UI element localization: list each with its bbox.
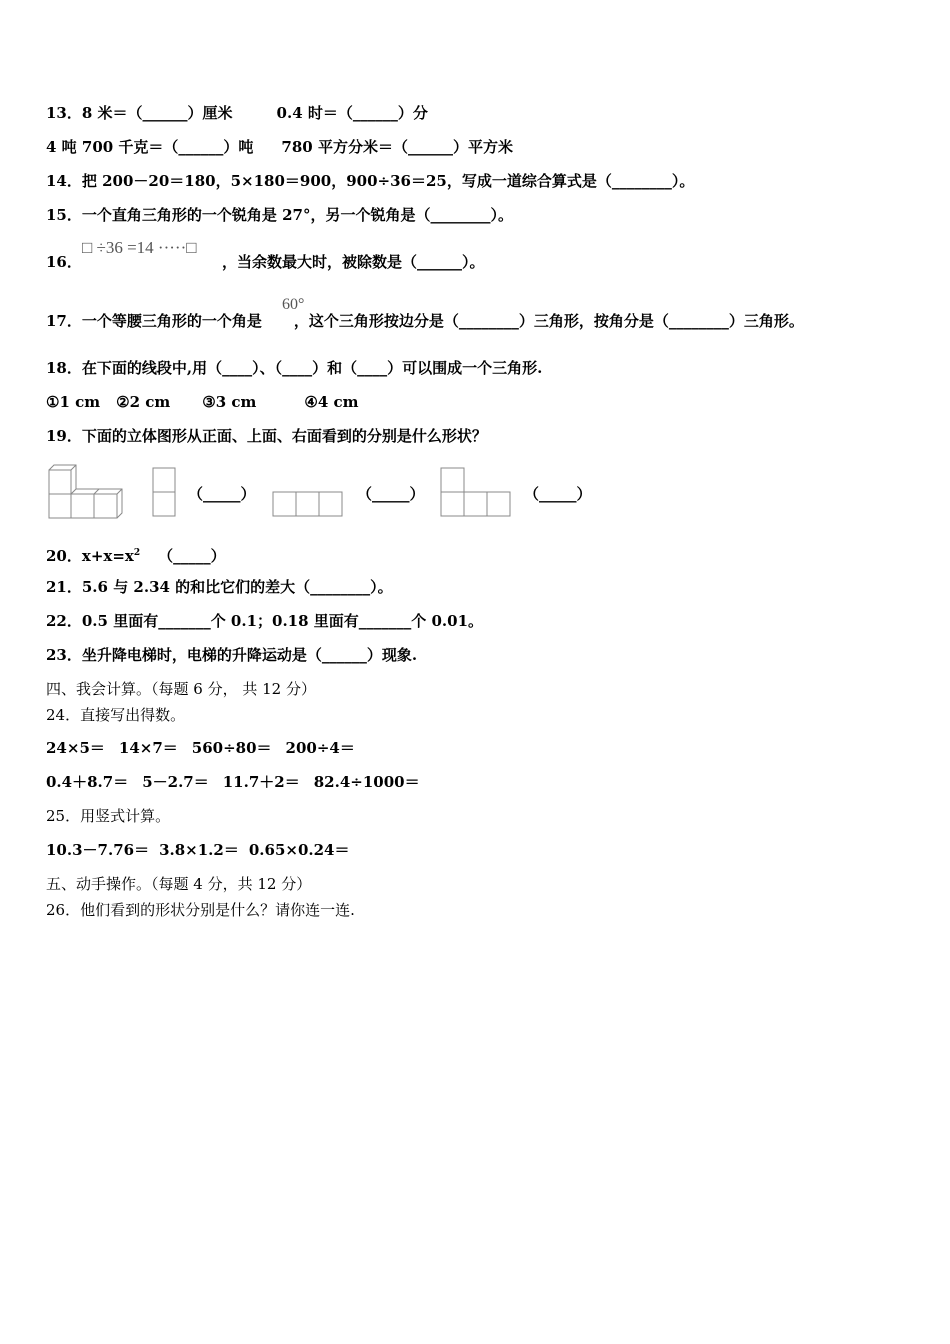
q25-title: 25．用竖式计算。 (46, 807, 171, 825)
q15: 15．一个直角三角形的一个锐角是 27°，另一个锐角是（________）。 (46, 206, 513, 224)
q24-item: 0.4＋8.7＝ (46, 773, 129, 791)
q16-formula: □ ÷36 =14 ·····□ (82, 238, 197, 257)
q17-suffix: ，这个三角形按边分是（________）三角形，按角分是（________）三角形。 (293, 312, 804, 330)
q24-item: 200÷4＝ (285, 739, 355, 757)
q18-options (46, 392, 359, 412)
q16 (46, 252, 82, 272)
q18: 18．在下面的线段中,用（____）、（____）和（____）可以围成一个三角形. (46, 359, 543, 377)
q20-exponent: 2 (133, 548, 141, 558)
q19-view-top (272, 491, 344, 518)
q16-text: ，当余数最大时，被除数是（______）。 (222, 253, 485, 271)
q22: 22．0.5 里面有_______个 0.1；0.18 里面有_______个 0.01。 (46, 612, 484, 630)
q19-blank-2: （_____） (357, 485, 425, 503)
q18-option-3: ③3 cm (202, 393, 257, 411)
q18-option-2: ②2 cm (116, 393, 171, 411)
q20-blank: （_____） (158, 547, 226, 565)
q20 (46, 543, 226, 566)
q24-item: 14×7＝ (118, 739, 178, 757)
q19: 19．下面的立体图形从正面、上面、右面看到的分别是什么形状？ (46, 427, 487, 445)
q24-item: 82.4÷1000＝ (313, 773, 420, 791)
q26: 26．他们看到的形状分别是什么？请你连一连. (46, 901, 355, 919)
q13-line2 (46, 137, 513, 157)
q17-angle: 60° (282, 296, 305, 313)
q25-item: 0.65×0.24＝ (248, 841, 350, 859)
q25-item: 10.3－7.76＝ (46, 841, 150, 859)
q19-solid-figure (46, 462, 130, 520)
q19-blank-3: （_____） (524, 485, 592, 503)
q17 (46, 311, 804, 331)
q16-number: 16． (46, 253, 82, 271)
q24-item: 24×5＝ (46, 739, 105, 757)
q24-row1 (46, 738, 355, 758)
q13-part-b: 0.4 时＝（______）分 (276, 104, 428, 122)
q24-title: 24．直接写出得数。 (46, 706, 186, 724)
q24-item: 560÷80＝ (191, 739, 272, 757)
q13-line1 (46, 103, 428, 123)
section-5-heading: 五、动手操作。（每题 4 分，共 12 分） (46, 875, 312, 893)
q25-item: 3.8×1.2＝ (159, 841, 239, 859)
q19-blank-1: （_____） (188, 485, 256, 503)
q13-part-a: 13．8 米＝（______）厘米 (46, 104, 233, 122)
q14: 14．把 200－20＝180，5×180＝900，900÷36＝25，写成一道综合算式是（________）。 (46, 172, 695, 190)
q19-view-right (440, 467, 514, 517)
q13-part-d: 780 平方分米＝（______）平方米 (281, 138, 513, 156)
q21: 21．5.6 与 2.34 的和比它们的差大（________）。 (46, 578, 393, 596)
q23: 23．坐升降电梯时，电梯的升降运动是（______）现象. (46, 646, 418, 664)
q24-item: 11.7＋2＝ (222, 773, 300, 791)
q17-prefix: 17．一个等腰三角形的一个角是 (46, 312, 262, 330)
q25-row (46, 840, 349, 860)
q13-part-c: 4 吨 700 千克＝（______）吨 (46, 138, 254, 156)
q24-row2 (46, 772, 420, 792)
q18-option-4: ④4 cm (304, 393, 359, 411)
section-4-heading: 四、我会计算。（每题 6 分， 共 12 分） (46, 680, 316, 698)
q20-expression: 20．x+x=x (46, 547, 134, 565)
q24-item: 5－2.7＝ (142, 773, 209, 791)
q19-view-front (152, 467, 178, 517)
q18-option-1: ①1 cm (46, 393, 101, 411)
